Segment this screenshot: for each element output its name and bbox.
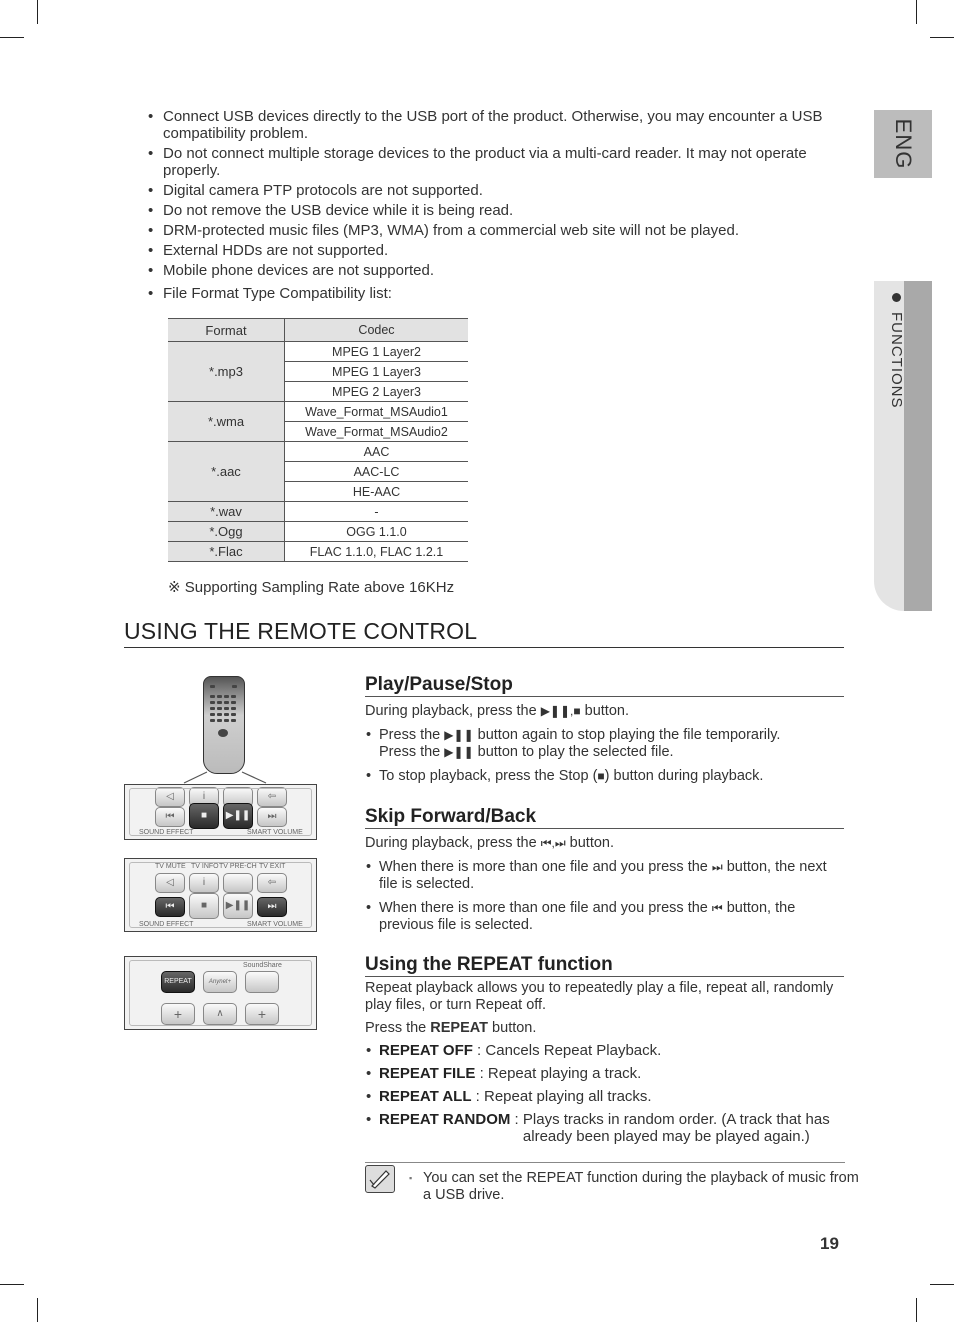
format-compatibility-table (168, 318, 468, 562)
list-item: • Press the ▶❚❚ button again to stop playing the file temporarily. Press the ▶❚❚ button to play the selected file. (365, 727, 845, 761)
skip-back-icon: ⏮ (155, 807, 185, 827)
table-row (168, 522, 468, 542)
crop-mark (37, 1298, 38, 1322)
bullet-dot-icon (892, 293, 901, 302)
usb-notes-list (146, 108, 846, 305)
plus-icon: + (161, 1003, 195, 1025)
list-item: • Digital camera PTP protocols are not supported. (146, 182, 846, 199)
skip-bullets (365, 859, 845, 934)
chevron-up-icon: ∧ (203, 1003, 237, 1025)
play-pause-stop-icon: ▶❚❚,■ (540, 704, 581, 718)
table-row (168, 442, 468, 462)
note-box (365, 1162, 859, 1203)
language-tab-label: ENG (891, 118, 916, 170)
list-item: • File Format Type Compatibility list: (146, 285, 846, 302)
codec-cell: AAC (285, 442, 469, 462)
stop-icon: ■ (189, 893, 219, 919)
remote-control-icon (203, 676, 245, 774)
soundshare-label: SoundShare (243, 962, 282, 969)
list-item: • DRM-protected music files (MP3, WMA) from a commercial web site will not be played. (146, 222, 846, 239)
tv-mute-label: TV MUTE (155, 863, 186, 870)
codec-cell: OGG 1.1.0 (285, 522, 469, 542)
play-pause-icon: ▶❚❚ (444, 728, 474, 742)
blank-button-icon (223, 873, 253, 893)
play-pause-icon: ▶❚❚ (223, 803, 253, 829)
table-row (168, 542, 468, 562)
crop-mark (37, 0, 38, 24)
note-text: ▪ You can set the REPEAT function during the playback of music from a USB drive. (409, 1170, 859, 1204)
crop-mark (916, 1298, 917, 1322)
list-item: • REPEAT OFF : Cancels Repeat Playback. (365, 1042, 845, 1059)
skip-back-icon: ⏮ (711, 901, 723, 915)
repeat-title: Using the REPEAT function (365, 956, 844, 977)
skip-back-icon: ⏮ (155, 897, 185, 917)
list-item: • When there is more than one file and you press the ⏭ button, the next file is selected. (365, 859, 845, 893)
skip-forward-icon: ⏭ (257, 807, 287, 827)
page-number: 19 (820, 1234, 839, 1253)
list-item: • Do not remove the USB device while it is being read. (146, 202, 846, 219)
play-pause-title: Play/Pause/Stop (365, 676, 844, 697)
table-row (168, 502, 468, 522)
anynet-icon: Anynet+ (203, 971, 237, 993)
sound-effect-label: SOUND EFFECT (139, 829, 194, 836)
list-item: • When there is more than one file and you press the ⏮ button, the previous file is selected. (365, 900, 845, 934)
play-pause-icon: ▶❚❚ (444, 745, 474, 759)
codec-cell: MPEG 1 Layer3 (285, 362, 469, 382)
exit-icon: ⇦ (257, 787, 287, 807)
list-item: • External HDDs are not supported. (146, 242, 846, 259)
plus-icon: + (245, 1003, 279, 1025)
play-pause-intro: During playback, press the ▶❚❚,■ button. (365, 703, 629, 719)
play-pause-icon: ▶❚❚ (223, 893, 253, 919)
skip-intro: During playback, press the ⏮,⏭ button. (365, 835, 615, 851)
blank-button-icon (223, 787, 253, 807)
info-icon: i (189, 787, 219, 807)
table-header-row (168, 319, 468, 342)
crop-mark (0, 37, 24, 38)
sampling-rate-note: ※ Supporting Sampling Rate above 16KHz (168, 579, 455, 596)
list-item: • Connect USB devices directly to the USB port of the product. Otherwise, you may encounter a USB compatibility problem. (146, 108, 846, 142)
codec-cell: Wave_Format_MSAudio1 (285, 402, 469, 422)
tv-info-label: TV INFO (191, 863, 219, 870)
blank-button-icon (245, 971, 279, 993)
codec-cell: FLAC 1.1.0, FLAC 1.2.1 (285, 542, 469, 562)
codec-cell: HE-AAC (285, 482, 469, 502)
remote-panel-skip (124, 858, 317, 932)
codec-cell: Wave_Format_MSAudio2 (285, 422, 469, 442)
play-pause-section (365, 676, 845, 792)
stop-icon: ■ (189, 803, 219, 829)
format-cell: *.Ogg (168, 522, 285, 542)
repeat-button-icon: REPEAT (161, 971, 195, 993)
repeat-section (365, 956, 845, 1151)
list-item: • REPEAT RANDOM : Plays tracks in random order. (A track that has already been played may be played again.) (365, 1111, 845, 1145)
section-tab-label: FUNCTIONS (888, 293, 905, 409)
sound-effect-label: SOUND EFFECT (139, 921, 194, 928)
table-row (168, 402, 468, 422)
codec-cell: MPEG 2 Layer3 (285, 382, 469, 402)
crop-mark (930, 37, 954, 38)
note-pencil-icon (365, 1165, 395, 1193)
list-item: • REPEAT FILE : Repeat playing a track. (365, 1065, 845, 1082)
tv-prech-label: TV PRE-CH (219, 863, 257, 870)
format-cell: *.mp3 (168, 342, 285, 402)
smart-volume-label: SMART VOLUME (247, 921, 303, 928)
list-item: • Do not connect multiple storage devices to the product via a multi-card reader. It may not operate properly. (146, 145, 846, 179)
format-cell: *.wav (168, 502, 285, 522)
format-cell: *.wma (168, 402, 285, 442)
list-item: • REPEAT ALL : Repeat playing all tracks. (365, 1088, 845, 1105)
section-title: USING THE REMOTE CONTROL (124, 618, 844, 648)
language-tab (874, 110, 932, 178)
section-tab-stripe (904, 281, 932, 611)
list-item: • To stop playback, press the Stop (■) button during playback. (365, 768, 845, 785)
remote-panel-play-pause (124, 784, 317, 840)
mute-icon: ◁ (155, 873, 185, 893)
mute-icon: ◁ (155, 787, 185, 807)
tv-exit-label: TV EXIT (259, 863, 286, 870)
smart-volume-label: SMART VOLUME (247, 829, 303, 836)
repeat-modes-list (365, 1042, 845, 1145)
skip-forward-icon: ⏭ (711, 860, 723, 874)
stop-icon: ■ (597, 769, 605, 783)
remote-panel-repeat (124, 956, 317, 1030)
crop-mark (916, 0, 917, 24)
list-item: • Mobile phone devices are not supported. (146, 262, 846, 279)
skip-title: Skip Forward/Back (365, 808, 844, 829)
section-tab (874, 281, 932, 611)
play-pause-bullets (365, 727, 845, 785)
codec-cell: - (285, 502, 469, 522)
codec-cell: MPEG 1 Layer2 (285, 342, 469, 362)
codec-header: Codec (285, 319, 469, 342)
skip-icons: ⏮,⏭ (540, 836, 566, 850)
format-cell: *.aac (168, 442, 285, 502)
codec-cell: AAC-LC (285, 462, 469, 482)
skip-section (365, 808, 845, 941)
format-header: Format (168, 319, 285, 342)
info-icon: i (189, 873, 219, 893)
repeat-press-line: Press the REPEAT button. (365, 1020, 537, 1036)
skip-forward-icon: ⏭ (257, 897, 287, 917)
exit-icon: ⇦ (257, 873, 287, 893)
repeat-description: Repeat playback allows you to repeatedly play a file, repeat all, randomly play files, or turn Repeat off. (365, 980, 834, 1013)
format-cell: *.Flac (168, 542, 285, 562)
crop-mark (930, 1284, 954, 1285)
table-row (168, 342, 468, 362)
crop-mark (0, 1284, 24, 1285)
